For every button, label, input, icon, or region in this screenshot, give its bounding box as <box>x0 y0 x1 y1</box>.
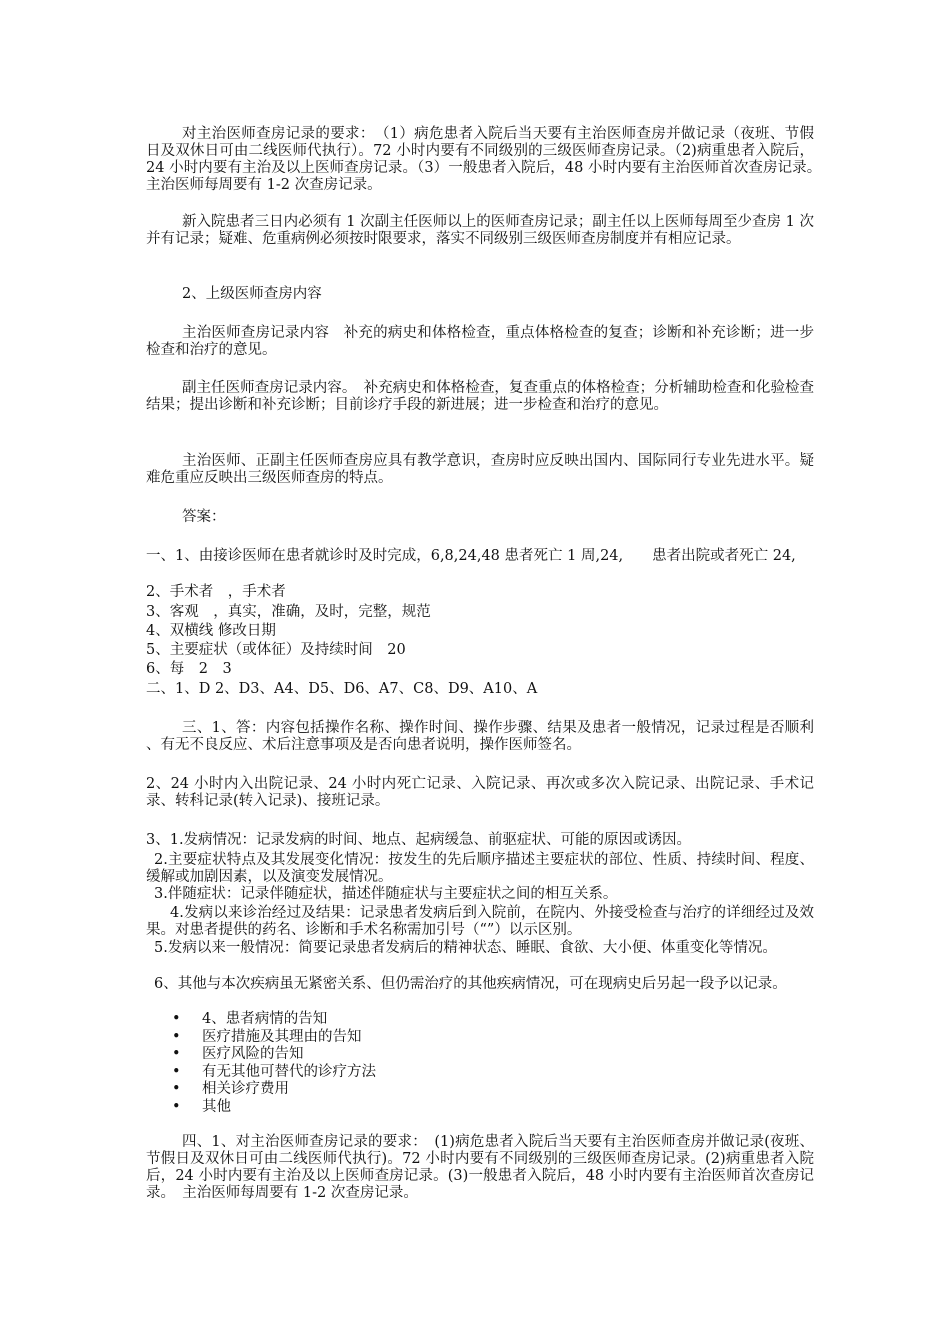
answer-line-2: 2、手术者 ，手术者 <box>146 584 286 600</box>
paragraph-associate-chief-content: 副主任医师查房记录内容。 补充病史和体格检查，复查重点的体格检查；分析辅助检查和化验检查结果；提出诊断和补充诊断；目前诊疗手段的新进展；进一步检查和治疗的意见。 <box>146 380 814 413</box>
paragraph-new-patient-rounds: 新入院患者三日内必须有 1 次副主任医师以上的医师查房记录；副主任以上医师每周至少查房 1 次并有记录；疑难、危重病例必须按时限要求，落实不同级别三级医师查房制度并有相应记录。 <box>146 214 814 247</box>
section-heading-senior-rounds: 2、上级医师查房内容 <box>182 286 322 302</box>
answer-line-1: 一、1、由接诊医师在患者就诊时及时完成，6,8,24,48 患者死亡 1 周,24, 患者出院或者死亡 24, <box>146 548 796 564</box>
list-item: • 4、患者病情的告知 <box>170 1011 376 1029</box>
list-item: • 其他 <box>170 1099 376 1117</box>
list-item: • 相关诊疗费用 <box>170 1081 376 1099</box>
answer-4-1: 四、1、对主治医师查房记录的要求： (1)病危患者入院后当天要有主治医师查房并做记录(夜班、节假日及双休日可由二线医师代执行)。72 小时内要有不同级别的三级医师查房记录。(2)病重患者入院后，24 小时内要有主治及以上医师查房记录。(3)一般患者入院后，48 小时内要有主治医师首次查房记录。 主治医师每周要有 1-2 次查房记录。 <box>146 1134 814 1201</box>
answer-3-2: 2、24 小时内入出院记录、24 小时内死亡记录、入院记录、再次或多次入院记录、出院记录、手术记录、转科记录(转入记录)、接班记录。 <box>146 776 814 809</box>
answer-line-4: 4、双横线 修改日期 <box>146 623 276 639</box>
answer-line-7: 二、1、D 2、D3、A4、D5、D6、A7、C8、D9、A10、A <box>146 681 538 697</box>
paragraph-attending-rounds-requirements: 对主治医师查房记录的要求： （1）病危患者入院后当天要有主治医师查房并做记录（夜班、节假日及双休日可由二线医师代执行）。72 小时内要有不同级别的三级医师查房记录。（2)病重患者入院后，24 小时内要有主治及以上医师查房记录。（3）一般患者入院后，48 小时内要有主治医师首次查房记录。 主治医师每周要有 1-2 次查房记录。 <box>146 126 829 193</box>
list-item: • 有无其他可替代的诊疗方法 <box>170 1064 376 1082</box>
list-item: • 医疗风险的告知 <box>170 1046 376 1064</box>
answer-3-3-item-6: 6、其他与本次疾病虽无紧密关系、但仍需治疗的其他疾病情况，可在现病史后另起一段予以记录。 <box>154 976 787 992</box>
list-item: • 医疗措施及其理由的告知 <box>170 1029 376 1047</box>
answer-3-1: 三、1、答：内容包括操作名称、操作时间、操作步骤、结果及患者一般情况，记录过程是否顺利 、有无不良反应、术后注意事项及是否向患者说明，操作医师签名。 <box>146 720 814 753</box>
answer-line-6: 6、每 2 3 <box>146 661 232 677</box>
answer-3-3-item-5: 5.发病以来一般情况：简要记录患者发病后的精神状态、睡眠、食欲、大小便、体重变化等情况。 <box>154 940 777 956</box>
answer-3-3-item-2: 2.主要症状特点及其发展变化情况：按发生的先后顺序描述主要症状的部位、性质、持续时间、程度、缓解或加剧因素，以及演变发展情况。 <box>146 852 814 885</box>
answer-3-3-item-1: 3、1.发病情况：记录发病的时间、地点、起病缓急、前驱症状、可能的原因或诱因。 <box>146 832 692 848</box>
paragraph-teaching-awareness: 主治医师、正副主任医师查房应具有教学意识，查房时应反映出国内、国际同行专业先进水平。疑难危重应反映出三级医师查房的特点。 <box>146 453 814 486</box>
answer-line-5: 5、主要症状（或体征）及持续时间 20 <box>146 642 406 658</box>
answer-3-3-item-4: 4.发病以来诊治经过及结果：记录患者发病后到入院前，在院内、外接受检查与治疗的详细经过及效果。对患者提供的药名、诊断和手术名称需加引号（“”）以示区别。 <box>146 905 814 938</box>
paragraph-attending-content: 主治医师查房记录内容 补充的病史和体格检查，重点体格检查的复查；诊断和补充诊断；进一步检查和治疗的意见。 <box>146 325 814 358</box>
bullet-list-informed-consent <box>170 1011 376 1116</box>
answers-heading: 答案： <box>182 509 226 525</box>
answer-line-3: 3、客观 ，真实，准确，及时，完整，规范 <box>146 604 431 620</box>
answer-3-3-item-3: 3.伴随症状：记录伴随症状，描述伴随症状与主要症状之间的相互关系。 <box>154 886 618 902</box>
